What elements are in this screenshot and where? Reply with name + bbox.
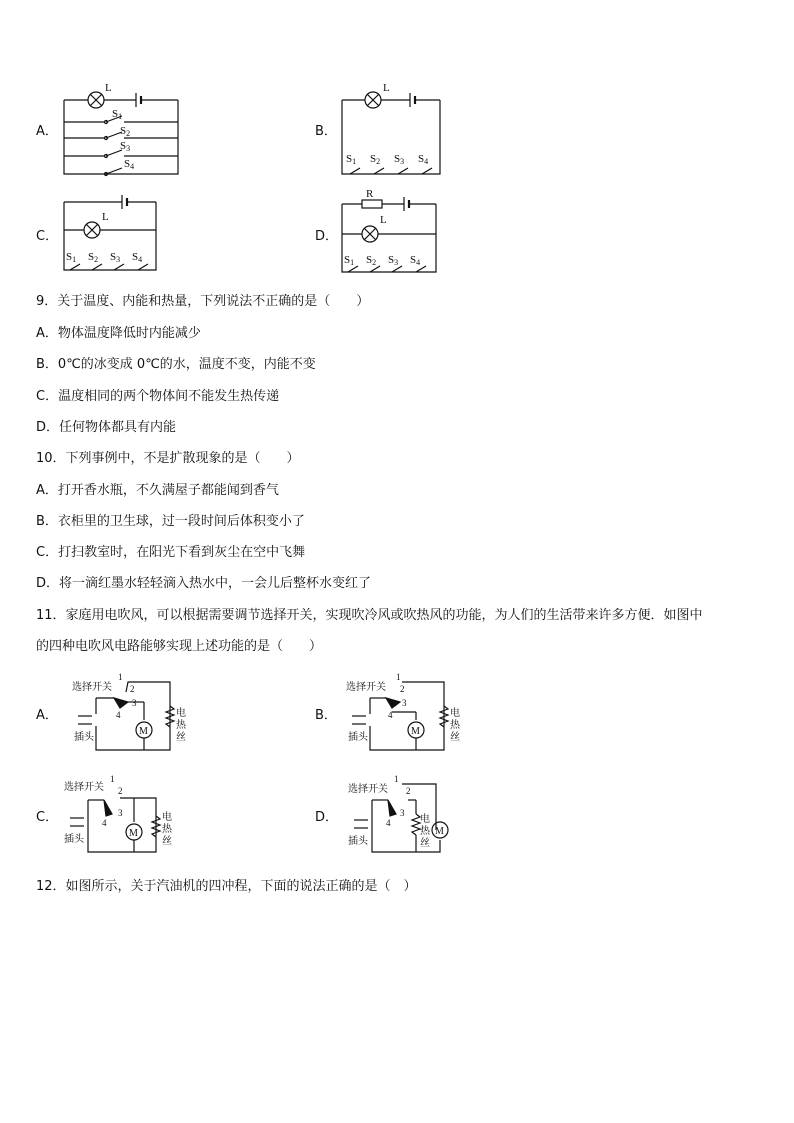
svg-text:电: 电	[176, 708, 186, 719]
svg-text:热: 热	[162, 824, 172, 835]
svg-text:电: 电	[450, 708, 460, 719]
svg-text:热: 热	[176, 720, 186, 731]
svg-text:丝: 丝	[162, 836, 172, 847]
svg-text:丝: 丝	[420, 838, 430, 849]
label-L: L	[105, 82, 112, 94]
svg-text:4: 4	[388, 710, 393, 720]
svg-text:3: 3	[132, 698, 137, 708]
svg-text:2: 2	[400, 684, 405, 694]
svg-text:2: 2	[130, 684, 135, 694]
svg-text:3: 3	[402, 698, 407, 708]
q11-circuit-a	[70, 668, 200, 758]
svg-text:2: 2	[118, 786, 123, 796]
q10-option-b[interactable]: B．衣柜里的卫生球，过一段时间后体积变小了	[36, 514, 305, 529]
svg-text:选择开关: 选择开关	[348, 784, 388, 795]
svg-text:1: 1	[396, 672, 401, 682]
svg-text:S3: S3	[394, 153, 405, 166]
svg-text:丝: 丝	[450, 732, 460, 743]
svg-text:R: R	[366, 188, 374, 200]
svg-text:S2: S2	[370, 153, 381, 166]
q11-option-c-label[interactable]: C．	[36, 810, 59, 825]
svg-text:4: 4	[102, 818, 107, 828]
svg-text:热: 热	[450, 720, 460, 731]
svg-text:插头: 插头	[74, 732, 94, 743]
q11-circuit-c	[64, 770, 184, 860]
q11-stem-line1: 11．家庭用电吹风，可以根据需要调节选择开关，实现吹冷风或吹热风的功能，为人们的生活带来许多方便．如图中	[36, 608, 703, 623]
q11-circuit-b	[344, 668, 474, 758]
svg-text:4: 4	[116, 710, 121, 720]
q10-option-a[interactable]: A．打开香水瓶，不久满屋子都能闻到香气	[36, 483, 279, 498]
svg-text:M: M	[411, 726, 420, 737]
svg-text:S4: S4	[124, 158, 135, 171]
svg-text:L: L	[380, 214, 387, 226]
svg-text:插头: 插头	[348, 836, 368, 847]
q8-circuit-a	[60, 80, 190, 180]
svg-text:选择开关: 选择开关	[346, 682, 386, 693]
svg-text:1: 1	[110, 774, 115, 784]
svg-text:S2: S2	[88, 251, 99, 264]
q8-option-c-label[interactable]: C．	[36, 229, 59, 244]
svg-text:热: 热	[420, 826, 430, 837]
svg-text:S3: S3	[388, 254, 399, 267]
svg-text:S1: S1	[344, 254, 355, 267]
q8-option-d-label[interactable]: D．	[315, 229, 339, 244]
q11-option-b-label[interactable]: B．	[315, 708, 337, 723]
q8-circuit-b	[340, 80, 450, 180]
svg-text:S2: S2	[120, 125, 131, 138]
svg-text:2: 2	[406, 786, 411, 796]
q11-stem-line2: 的四种电吹风电路能够实现上述功能的是（ ）	[36, 639, 323, 654]
svg-text:S4: S4	[418, 153, 429, 166]
svg-text:S4: S4	[410, 254, 421, 267]
q10-option-d[interactable]: D．将一滴红墨水轻轻滴入热水中，一会儿后整杯水变红了	[36, 576, 372, 591]
svg-text:S1: S1	[66, 251, 77, 264]
q10-stem: 10．下列事例中，不是扩散现象的是（ ）	[36, 451, 300, 466]
q12-stem: 12．如图所示，关于汽油机的四冲程，下面的说法正确的是（ ）	[36, 879, 417, 894]
q11-circuit-d	[346, 770, 466, 860]
svg-text:M: M	[139, 726, 148, 737]
svg-text:4: 4	[386, 818, 391, 828]
svg-text:S1: S1	[346, 153, 357, 166]
svg-text:M: M	[129, 828, 138, 839]
q9-option-d[interactable]: D．任何物体都具有内能	[36, 420, 177, 435]
svg-text:3: 3	[400, 808, 405, 818]
q10-option-c[interactable]: C．打扫教室时，在阳光下看到灰尘在空中飞舞	[36, 545, 306, 560]
svg-text:S4: S4	[132, 251, 143, 264]
svg-text:1: 1	[394, 774, 399, 784]
svg-text:L: L	[383, 82, 390, 94]
svg-text:电: 电	[162, 812, 172, 823]
q8-option-a-label[interactable]: A．	[36, 124, 58, 139]
q8-circuit-d	[340, 186, 450, 276]
svg-text:M: M	[435, 826, 444, 837]
svg-text:S3: S3	[120, 140, 131, 153]
svg-text:选择开关: 选择开关	[64, 782, 104, 793]
svg-text:S2: S2	[366, 254, 377, 267]
svg-text:1: 1	[118, 672, 123, 682]
svg-text:3: 3	[118, 808, 123, 818]
q11-option-a-label[interactable]: A．	[36, 708, 58, 723]
q8-option-b-label[interactable]: B．	[315, 124, 337, 139]
q8-circuit-c	[60, 192, 170, 277]
svg-text:插头: 插头	[348, 732, 368, 743]
svg-text:电: 电	[420, 814, 430, 825]
svg-text:S3: S3	[110, 251, 121, 264]
svg-text:选择开关: 选择开关	[72, 682, 112, 693]
q9-option-b[interactable]: B．0℃的冰变成 0℃的水，温度不变，内能不变	[36, 357, 316, 372]
q9-option-a[interactable]: A．物体温度降低时内能减少	[36, 326, 201, 341]
q11-option-d-label[interactable]: D．	[315, 810, 339, 825]
svg-text:插头: 插头	[64, 834, 84, 845]
svg-text:丝: 丝	[176, 732, 186, 743]
q9-option-c[interactable]: C．温度相同的两个物体间不能发生热传递	[36, 389, 280, 404]
q9-stem: 9．关于温度、内能和热量，下列说法不正确的是（ ）	[36, 294, 370, 309]
svg-text:L: L	[102, 211, 109, 223]
svg-text:S1: S1	[112, 108, 123, 121]
